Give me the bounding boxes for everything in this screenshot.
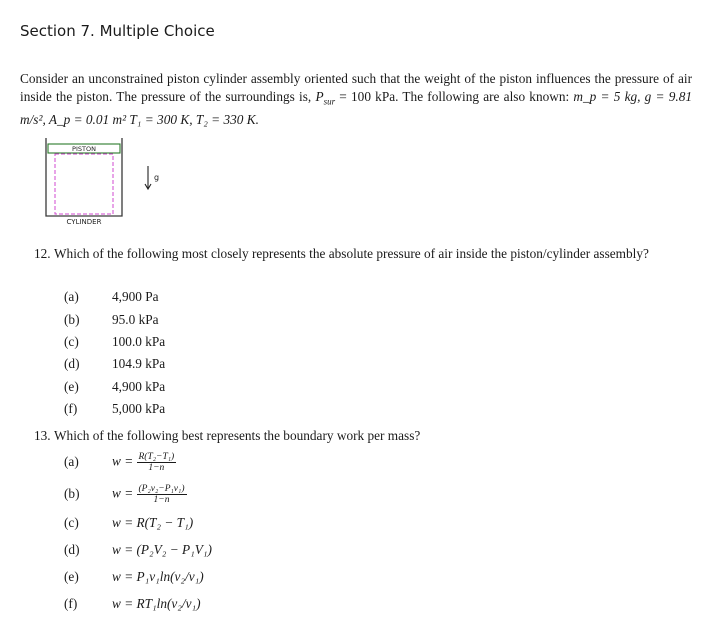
section-title: Section 7. Multiple Choice — [20, 22, 215, 40]
q12-option-d[interactable] — [64, 356, 165, 372]
question-13-prompt: Which of the following best represents the boundary work per mass? — [54, 428, 421, 443]
question-13-number: 13. — [34, 428, 51, 443]
q13-option-a[interactable] — [64, 452, 176, 473]
gravity-label: g — [154, 173, 160, 182]
air-region — [55, 154, 113, 214]
option-label: (a) — [64, 289, 79, 304]
intro-text-1: Consider an unconstrained piston cylinder assembly oriented such that the weight of the piston influences the pressure of air inside the piston. The pressure of the surroundings is, — [20, 71, 692, 104]
fraction-numerator: (P₂v₂−P₁v₁) — [138, 484, 185, 494]
gravity-arrow — [145, 166, 151, 189]
option-value: 4,900 Pa — [112, 289, 159, 304]
fraction-denominator: 1−n — [148, 463, 165, 473]
q12-option-c[interactable] — [64, 334, 165, 350]
piston-label: PISTON — [72, 145, 96, 153]
q13-option-e[interactable] — [64, 569, 204, 585]
option-label: (b) — [64, 485, 80, 501]
known-values: m_p = 5 kg, g = 9.81 m/s², A_p = 0.01 m² T₁ = 300 K, T₂ = 330 K. — [20, 88, 692, 127]
option-label: (c) — [64, 334, 79, 349]
formula-fraction — [137, 452, 177, 473]
q12-option-b[interactable] — [64, 312, 159, 328]
cylinder-label: CYLINDER — [66, 218, 102, 226]
formula: w = (P₂V₂ − P₁V₁) — [112, 542, 212, 557]
intro-text-2: . The following are also known: — [395, 88, 574, 104]
question-12-text — [34, 245, 694, 263]
q12-option-e[interactable] — [64, 379, 165, 395]
q13-option-f[interactable] — [64, 596, 201, 612]
option-value: 100.0 kPa — [112, 334, 166, 349]
option-label: (e) — [64, 569, 79, 584]
formula-fraction — [137, 484, 187, 505]
psur-symbol: P — [315, 88, 324, 104]
formula-prefix: w = — [112, 485, 137, 501]
q12-option-a[interactable] — [64, 289, 159, 305]
option-label: (a) — [64, 453, 79, 469]
option-label: (e) — [64, 379, 79, 394]
q13-option-b[interactable] — [64, 484, 187, 505]
q13-option-d[interactable] — [64, 542, 212, 558]
psur-value: = 100 kPa — [335, 88, 396, 104]
formula-prefix: w = — [112, 453, 137, 469]
formula: w = P₁v₁ln(v₂/v₁) — [112, 569, 204, 584]
fraction-denominator: 1−n — [153, 495, 170, 505]
option-value: 104.9 kPa — [112, 356, 166, 371]
option-label: (c) — [64, 515, 79, 530]
option-label: (d) — [64, 542, 80, 557]
question-12-prompt: Which of the following most closely represents the absolute pressure of air inside the piston/cylinder assembly? — [54, 246, 649, 261]
psur-subscript: sur — [323, 96, 336, 107]
question-12-number: 12. — [34, 246, 51, 261]
piston-cylinder-diagram — [40, 136, 180, 226]
option-value: 4,900 kPa — [112, 379, 166, 394]
problem-statement — [20, 70, 692, 128]
formula: w = RT₁ln(v₂/v₁) — [112, 596, 201, 611]
option-label: (f) — [64, 596, 78, 611]
option-label: (f) — [64, 401, 78, 416]
fraction-numerator: R(T₂−T₁) — [138, 452, 175, 462]
option-label: (d) — [64, 356, 80, 371]
question-13 — [34, 427, 694, 445]
option-label: (b) — [64, 312, 80, 327]
question-13-text — [34, 427, 694, 445]
q13-option-c[interactable] — [64, 515, 193, 531]
option-value: 95.0 kPa — [112, 312, 159, 327]
option-value: 5,000 kPa — [112, 401, 166, 416]
formula: w = R(T₂ − T₁) — [112, 515, 194, 530]
q12-option-f[interactable] — [64, 401, 165, 417]
question-12 — [34, 245, 694, 263]
